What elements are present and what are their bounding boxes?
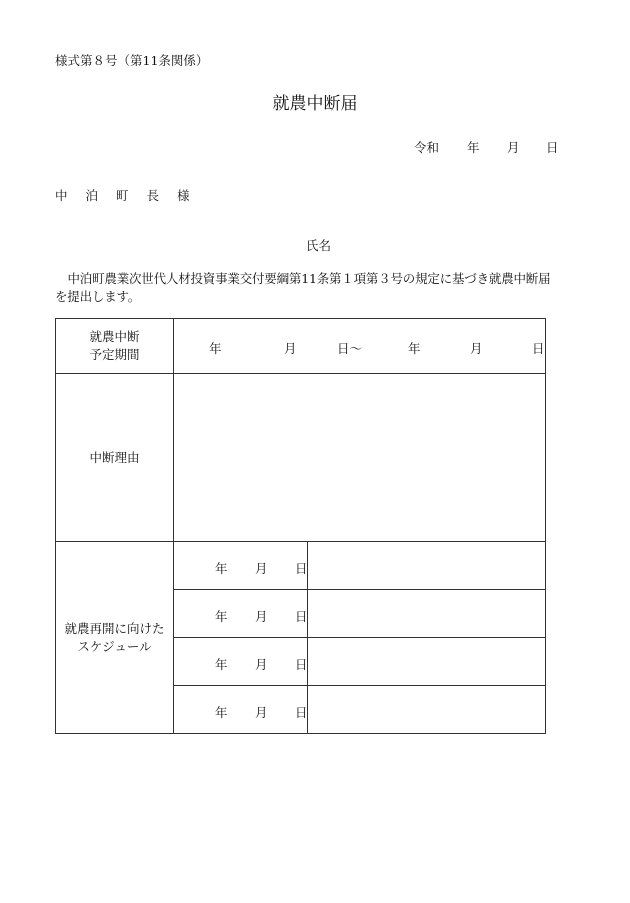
- date-month: 月: [507, 140, 520, 155]
- date-era: 令和: [414, 140, 440, 155]
- period-label-line2: 予定期間: [89, 347, 140, 362]
- schedule-month: 月: [255, 657, 268, 672]
- schedule-date-cell[interactable]: [174, 542, 308, 590]
- date-day: 日: [546, 140, 559, 155]
- recipient: [55, 186, 204, 204]
- schedule-year: 年: [215, 609, 228, 624]
- schedule-day: 日: [295, 609, 308, 624]
- period-row: [56, 319, 546, 374]
- period-day-start: 日～: [337, 341, 363, 356]
- document-title: 就農中断届: [272, 94, 358, 114]
- reason-label: 中断理由: [56, 374, 174, 542]
- reason-field[interactable]: [174, 374, 546, 542]
- period-month-end: 月: [470, 341, 483, 356]
- period-value-cell[interactable]: [174, 319, 546, 374]
- schedule-month: 月: [255, 705, 268, 720]
- schedule-content-cell[interactable]: [308, 542, 546, 590]
- period-day-end: 日: [532, 341, 545, 356]
- schedule-row: [56, 542, 546, 590]
- date-year: 年: [467, 140, 480, 155]
- recipient-char: 町: [116, 188, 129, 203]
- reason-row: [56, 374, 546, 542]
- recipient-char: 中: [55, 188, 68, 203]
- form-table: [55, 318, 546, 734]
- name-label: 氏名: [306, 238, 332, 253]
- body-text: 中泊町農業次世代人材投資事業交付要綱第11条第１項第３号の規定に基づき就農中断届を提出します。: [55, 271, 551, 304]
- schedule-content-cell[interactable]: [308, 638, 546, 686]
- schedule-year: 年: [215, 561, 228, 576]
- form-number: 様式第８号（第11条関係）: [55, 53, 209, 68]
- period-year-start: 年: [209, 341, 222, 356]
- schedule-date-cell[interactable]: [174, 638, 308, 686]
- schedule-day: 日: [295, 705, 308, 720]
- schedule-label-line2: スケジュール: [77, 638, 152, 654]
- schedule-day: 日: [295, 561, 308, 576]
- schedule-date-cell[interactable]: [174, 686, 308, 734]
- period-month-start: 月: [284, 341, 297, 356]
- schedule-label-line1: 就農再開に向けた: [64, 620, 165, 636]
- period-label-cell: [56, 319, 174, 374]
- schedule-year: 年: [215, 705, 228, 720]
- schedule-content-cell[interactable]: [308, 686, 546, 734]
- schedule-month: 月: [255, 609, 268, 624]
- recipient-char: 長: [146, 188, 160, 203]
- recipient-char: 様: [177, 188, 190, 203]
- schedule-day: 日: [295, 657, 308, 672]
- schedule-year: 年: [215, 657, 228, 672]
- schedule-content-cell[interactable]: [308, 590, 546, 638]
- period-label-line1: 就農中断: [89, 329, 140, 344]
- schedule-label-cell: [56, 542, 174, 734]
- recipient-char: 泊: [85, 188, 99, 203]
- schedule-date-cell[interactable]: [174, 590, 308, 638]
- schedule-month: 月: [255, 561, 268, 576]
- period-year-end: 年: [408, 341, 421, 356]
